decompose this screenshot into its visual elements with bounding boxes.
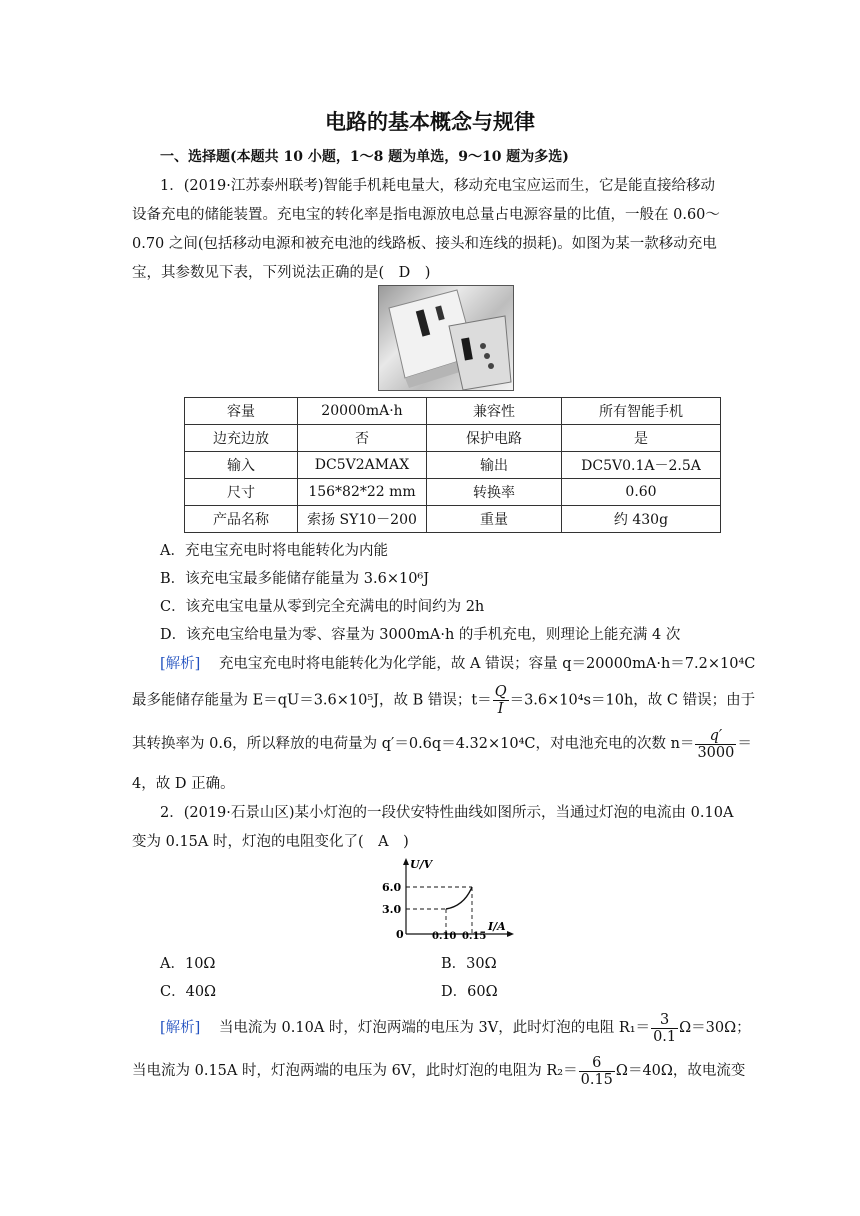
origin-label: 0 (396, 928, 404, 941)
table-cell: 约 430g (562, 506, 721, 533)
table-cell: 是 (562, 425, 721, 452)
q2-analysis-line-2 (132, 1054, 745, 1088)
q1-analysis-line-4: 4，故 D 正确。 (132, 776, 235, 792)
analysis-text: Ω＝30Ω； (679, 1020, 751, 1036)
q2-option-b: B．30Ω (441, 956, 497, 972)
y-tick-label: 3.0 (382, 903, 402, 916)
table-row (185, 425, 721, 452)
power-bank-photo (378, 285, 514, 391)
q2-option-c: C．40Ω (160, 984, 217, 1000)
q2-line-2: 变为 0.15A 时，灯泡的电阻变化了( A ) (132, 834, 409, 850)
q2-line-1: 2．(2019·石景山区)某小灯泡的一段伏安特性曲线如图所示，当通过灯泡的电流由 0.10A (160, 805, 734, 821)
page-title: 电路的基本概念与规律 (325, 110, 535, 134)
q2-analysis-line-1 (160, 1011, 751, 1045)
fraction-numerator: Q (494, 684, 507, 700)
table-cell: 所有智能手机 (562, 398, 721, 425)
table-row (185, 506, 721, 533)
x-tick-label: 0.15 (462, 931, 487, 942)
q1-analysis-line-1 (160, 654, 755, 674)
table-row (185, 398, 721, 425)
q1-analysis-line-3 (132, 726, 752, 762)
y-tick-label: 6.0 (382, 881, 402, 894)
table-cell: 索扬 SY10－200 (298, 506, 427, 533)
table-cell: 尺寸 (185, 479, 298, 506)
table-cell: 输入 (185, 452, 298, 479)
table-row (185, 452, 721, 479)
fraction (651, 1012, 678, 1045)
y-axis-label: U/V (410, 858, 433, 871)
table-cell: 重量 (427, 506, 562, 533)
fraction-denominator: 0.15 (580, 1071, 613, 1088)
fraction-numerator: 3 (651, 1012, 678, 1029)
q1-line-2: 设备充电的储能装置。充电宝的转化率是指电源放电总量占电源容量的比值，一般在 0.60～ (132, 207, 720, 223)
table-cell: 20000mA·h (298, 398, 427, 425)
q1-option-c: C．该充电宝电量从零到完全充满电的时间约为 2h (160, 599, 485, 615)
table-cell: 0.60 (562, 479, 721, 506)
q1-analysis-line-2 (132, 684, 755, 717)
q1-option-b: B．该充电宝最多能储存能量为 3.6×10⁶J (160, 571, 430, 587)
analysis-text: ＝3.6×10⁴s＝10h，故 C 错误；由于 (509, 692, 756, 709)
fraction (579, 1055, 615, 1088)
q1-line-1: 1．(2019·江苏泰州联考)智能手机耗电量大，移动充电宝应运而生，它是能直接给移动 (160, 178, 716, 194)
table-cell: 转换率 (427, 479, 562, 506)
q1-option-d: D．该充电宝给电量为零、容量为 3000mA·h 的手机充电，则理论上能充满 4 次 (160, 627, 681, 643)
q1-line-3: 0.70 之间(包括移动电源和被充电池的线路板、接头和连线的损耗)。如图为某一款移动充电 (132, 236, 717, 252)
table-cell: 156*82*22 mm (298, 479, 427, 506)
fraction (493, 684, 509, 717)
table-cell: 保护电路 (427, 425, 562, 452)
fraction-denominator: 0.1 (653, 1028, 677, 1045)
table-cell: 输出 (427, 452, 562, 479)
spec-table (184, 397, 721, 533)
fraction (695, 728, 736, 761)
analysis-tag: [解析] (160, 1020, 201, 1036)
analysis-text: 当电流为 0.15A 时，灯泡两端的电压为 6V，此时灯泡的电阻为 R₂＝ (132, 1063, 578, 1079)
q2-option-a: A．10Ω (160, 956, 216, 972)
analysis-text: 当电流为 0.10A 时，灯泡两端的电压为 3V，此时灯泡的电阻 R₁＝ (218, 1020, 651, 1036)
iv-curve-graph (360, 856, 520, 942)
table-cell: DC5V0.1A－2.5A (562, 452, 721, 479)
table-row (185, 479, 721, 506)
q1-option-a: A．充电宝充电时将电能转化为内能 (160, 543, 388, 559)
q2-option-d: D．60Ω (441, 984, 498, 1000)
fraction-numerator: q′ (695, 728, 736, 745)
q1-line-4: 宝，其参数见下表，下列说法正确的是( D ) (132, 265, 431, 281)
analysis-text: 其转换率为 0.6，所以释放的电荷量为 q′＝0.6q＝4.32×10⁴C，对电池充电的次数 n＝ (132, 736, 695, 752)
table-cell: 兼容性 (427, 398, 562, 425)
table-cell: 否 (298, 425, 427, 452)
analysis-tag: [解析] (160, 656, 201, 672)
table-cell: 边充边放 (185, 425, 298, 452)
analysis-text: 充电宝充电时将电能转化为化学能，故 A 错误；容量 q＝20000mA·h＝7.2×10⁴C (218, 656, 756, 672)
analysis-text: ＝ (737, 736, 752, 752)
analysis-text: Ω＝40Ω，故电流变 (615, 1063, 746, 1079)
table-cell: 产品名称 (185, 506, 298, 533)
x-tick-label: 0.10 (432, 931, 457, 942)
fraction-denominator: I (497, 701, 504, 717)
analysis-text: 最多能储存能量为 E＝qU＝3.6×10⁵J，故 B 错误；t＝ (132, 692, 492, 709)
x-axis-label: I/A (488, 920, 506, 933)
table-cell: DC5V2AMAX (298, 452, 427, 479)
section-heading: 一、选择题(本题共 10 小题，1～8 题为单选，9～10 题为多选) (160, 149, 569, 165)
fraction-numerator: 6 (579, 1055, 615, 1072)
table-cell: 容量 (185, 398, 298, 425)
fraction-denominator: 3000 (697, 744, 735, 761)
